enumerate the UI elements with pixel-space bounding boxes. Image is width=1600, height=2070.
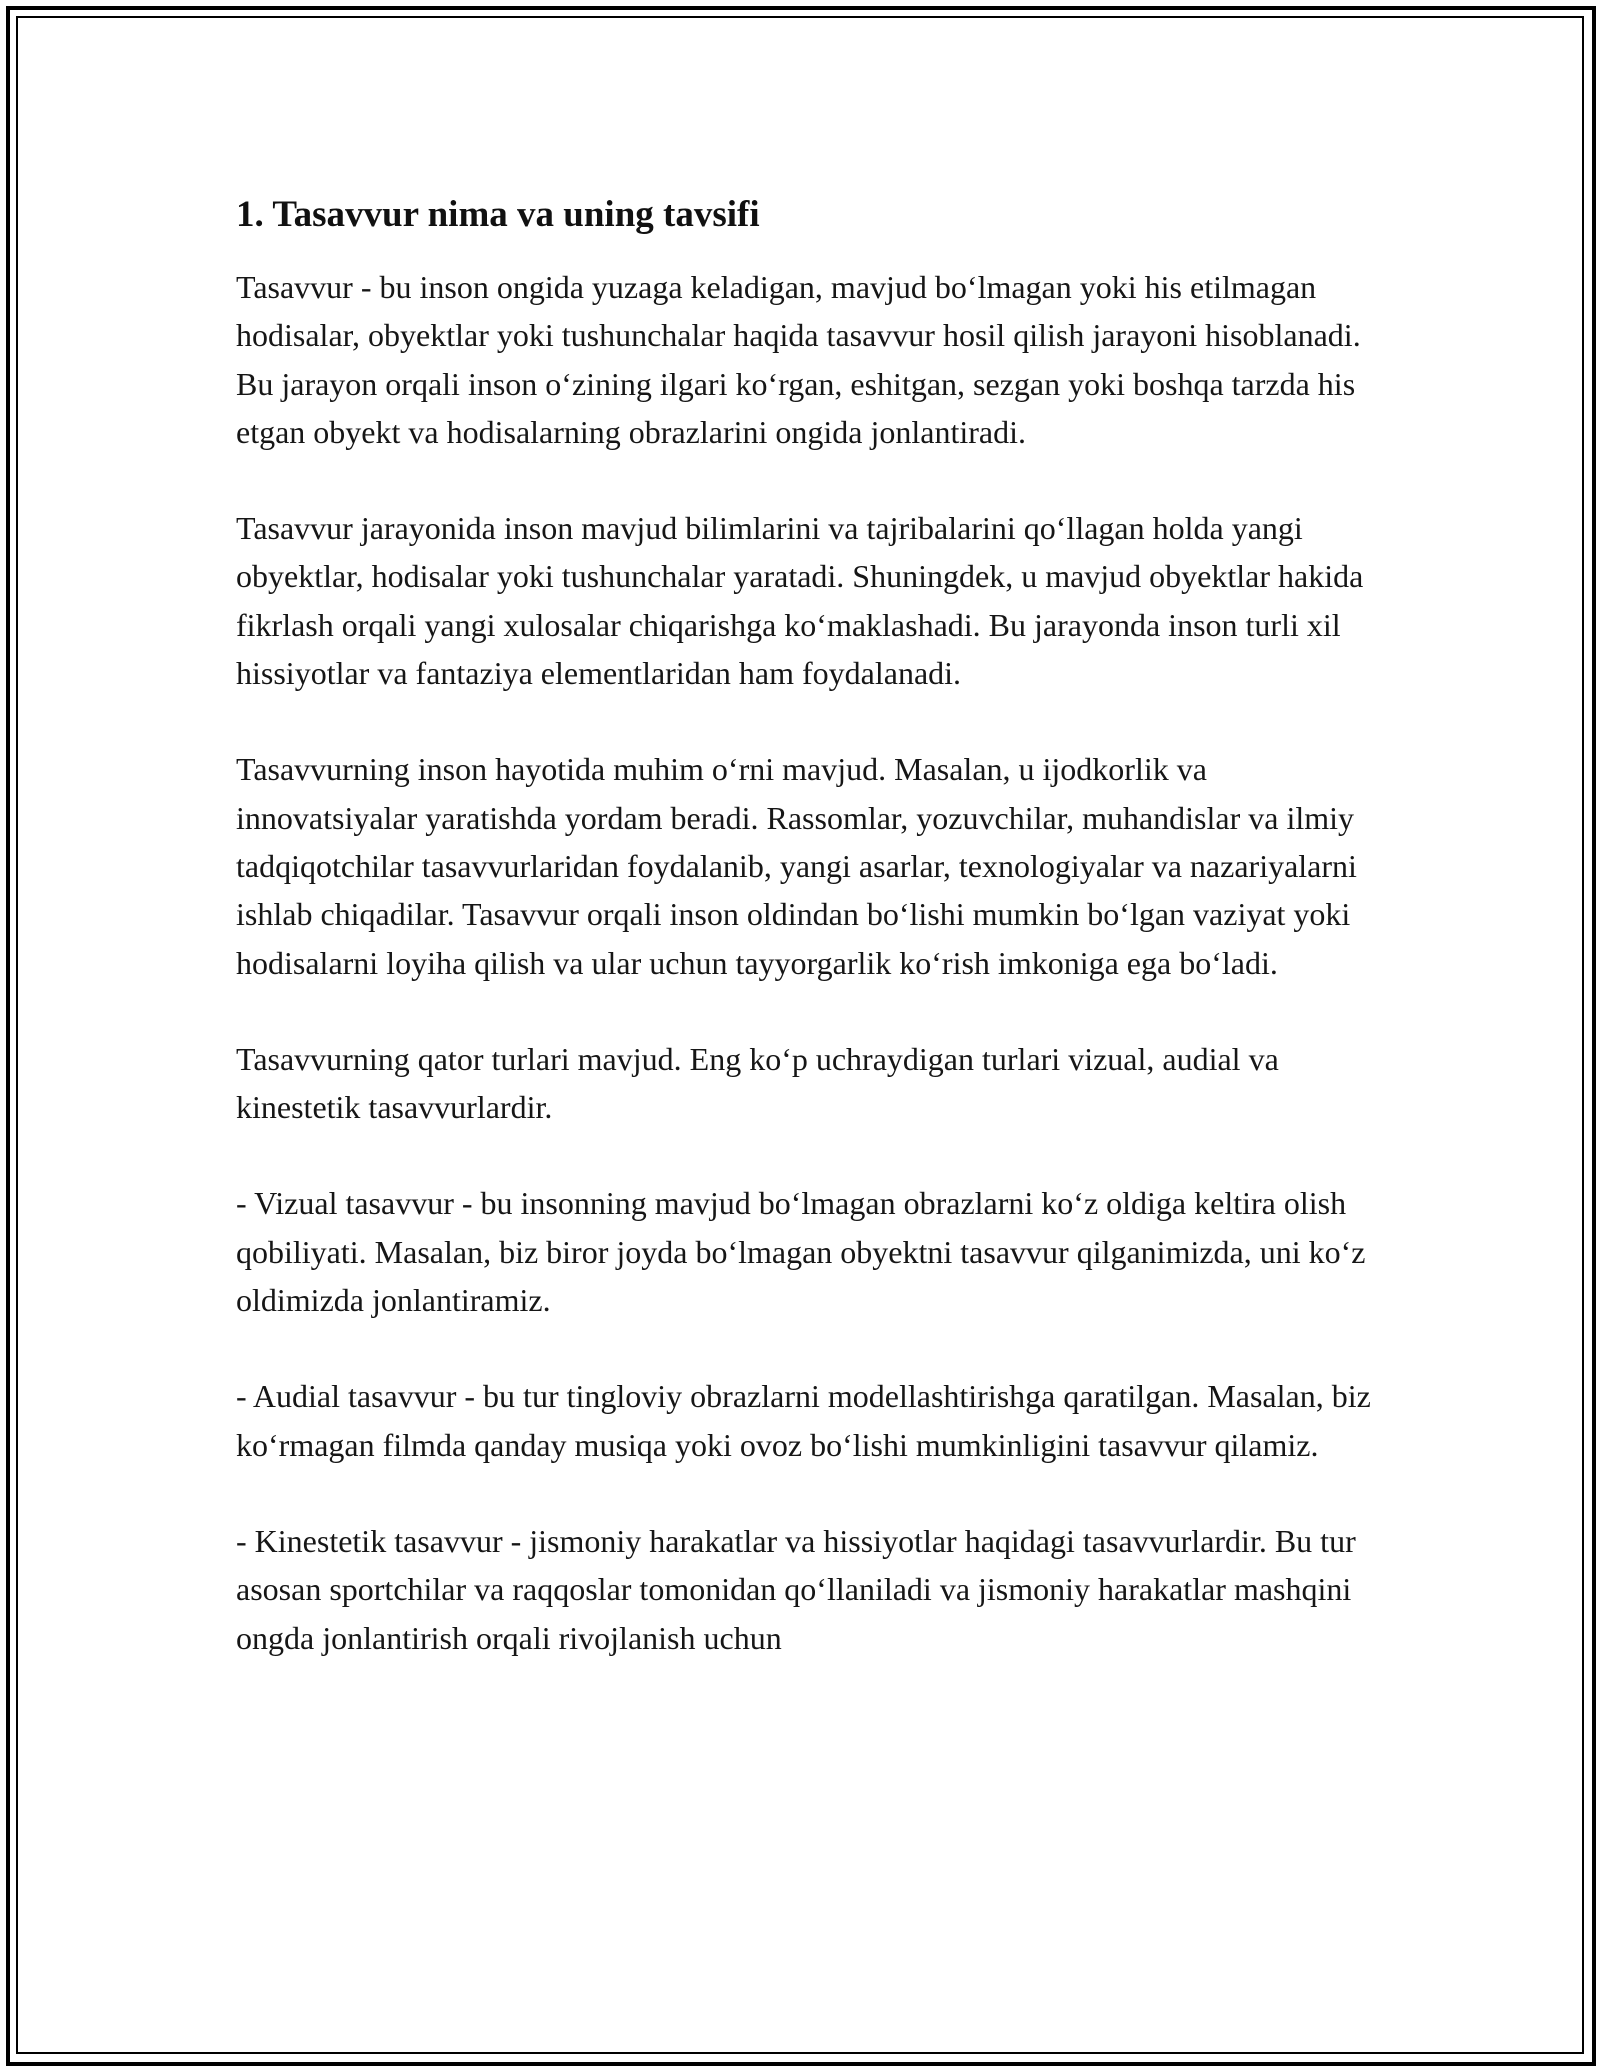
- paragraph-definition: Tasavvur - bu inson ongida yuzaga keladigan, mavjud bo‘lmagan yoki his etilmagan hodisalar, obyektlar yoki tushunchalar haqida tasavvur hosil qilish jarayoni hisoblanadi. Bu jarayon orqali inson o‘zining ilgari ko‘rgan, eshitgan, sezgan yoki boshqa tarzda his etgan obyekt va hodisalarning obrazlarini ongida jonlantiradi.: [236, 269, 1361, 450]
- paragraph-types: Tasavvurning qator turlari mavjud. Eng ko‘p uchraydigan turlari vizual, audial va kinestetik tasavvurlardir.: [236, 1040, 1279, 1126]
- paragraph-importance: Tasavvurning inson hayotida muhim o‘rni mavjud. Masalan, u ijodkorlik va innovatsiyalar yaratishda yordam beradi. Rassomlar, yozuvchilar, muhandislar va ilmiy tadqiqotchilar tasavvurlaridan foydalanib, yangi asarlar, texnologiyalar va nazariyalarni ishlab chiqadilar. Tasavvur orqali inson oldindan bo‘lishi mumkin bo‘lgan vaziyat yoki hodisalarni loyiha qilish va ular uchun tayyorgarlik ko‘rish imkoniga ega bo‘ladi.: [236, 751, 1357, 981]
- list-item-kinesthetic: - Kinestetik tasavvur - jismoniy harakatlar va hissiyotlar haqidagi tasavvurlardir. Bu tur asosan sportchilar va raqqoslar tomonidan qo‘llaniladi va jismoniy harakatlar mashqini ongda jonlantirish orqali rivojlanish uchun: [236, 1522, 1356, 1656]
- list-item-visual: - Vizual tasavvur - bu insonning mavjud bo‘lmagan obrazlarni ko‘z oldiga keltira olish qobiliyati. Masalan, biz biror joyda bo‘lmagan obyektni tasavvur qilganimizda, uni ko‘z oldimizda jonlantiramiz.: [236, 1185, 1366, 1319]
- document-body: [236, 185, 1376, 1662]
- list-item-auditory: - Audial tasavvur - bu tur tingloviy obrazlarni modellashtirishga qaratilgan. Masalan, biz ko‘rmagan filmda qanday musiqa yoki ovoz bo‘lishi mumkinligini tasavvur qilamiz.: [236, 1378, 1371, 1463]
- paragraph-process: Tasavvur jarayonida inson mavjud bilimlarini va tajribalarini qo‘llagan holda yangi obyektlar, hodisalar yoki tushunchalar yaratadi. Shuningdek, u mavjud obyektlar hakida fikrlash orqali yangi xulosalar chiqarishga ko‘maklashadi. Bu jarayonda inson turli xil hissiyotlar va fantaziya elementlaridan ham foydalanadi.: [236, 510, 1364, 692]
- section-heading: 1. Tasavvur nima va uning tavsifi: [236, 194, 760, 235]
